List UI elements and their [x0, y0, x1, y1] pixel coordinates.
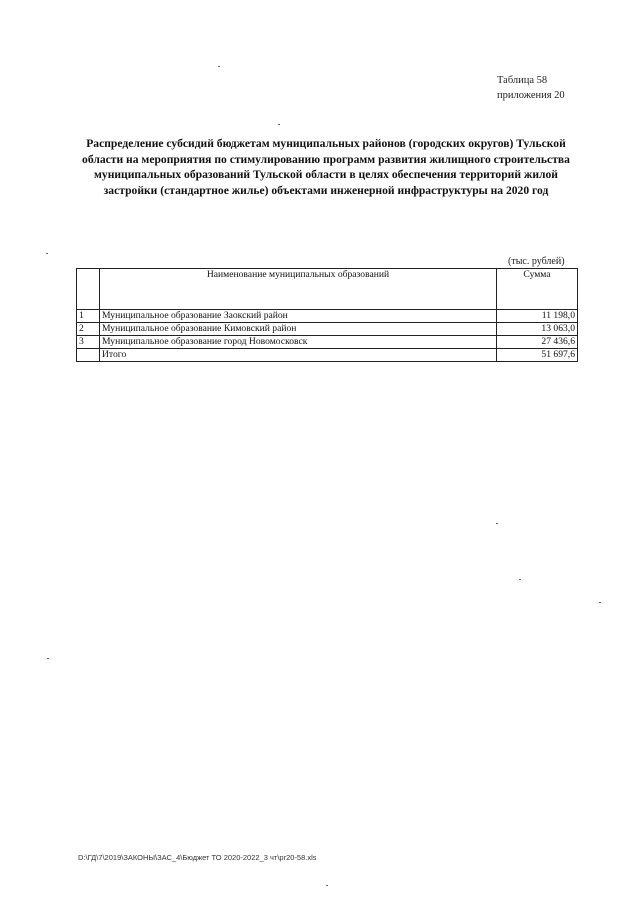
units-label: (тыс. рублей): [508, 256, 565, 267]
row-number: 3: [77, 336, 100, 349]
appendix-label: приложения 20: [497, 90, 565, 101]
column-header-sum: Сумма: [497, 269, 578, 310]
file-path-footer: D:\ГД\7\2019\ЗАКОНЫ\ЗАС_4\Бюджет ТО 2020-2022_3 чт\pr20-58.xls: [78, 853, 317, 862]
table-label: Таблица 58: [497, 75, 548, 86]
scan-speck: [46, 253, 48, 254]
scan-speck: [599, 602, 601, 603]
subsidy-table: [76, 268, 578, 362]
document-title: Распределение субсидий бюджетам муниципальных районов (городских округов) Тульской области на мероприятия по стимулированию программ развития жилищного строительства муниципальных образований Тульской области в целях обеспечения территорий жилой застройки (стандартное жилье) объектами инженерной инфраструктуры на 2020 год: [82, 137, 570, 197]
column-header-name: Наименование муниципальных образований: [100, 269, 497, 310]
total-number: [77, 349, 100, 362]
table-reference: [497, 73, 565, 103]
row-sum: 11 198,0: [497, 310, 578, 323]
scan-speck: [326, 885, 328, 886]
row-number: 2: [77, 323, 100, 336]
scan-speck: [47, 658, 49, 659]
table-header-row: [77, 269, 578, 310]
row-sum: 13 063,0: [497, 323, 578, 336]
scan-speck: [218, 66, 220, 67]
scan-speck: [278, 124, 280, 125]
row-number: 1: [77, 310, 100, 323]
table-row: [77, 323, 578, 336]
scan-speck: [519, 579, 521, 580]
total-row: [77, 349, 578, 362]
row-name: Муниципальное образование Кимовский район: [100, 323, 497, 336]
row-name: Муниципальное образование Заокский район: [100, 310, 497, 323]
table-row: [77, 336, 578, 349]
row-sum: 27 436,6: [497, 336, 578, 349]
scan-speck: [496, 523, 498, 524]
column-header-num: [77, 269, 100, 310]
row-name: Муниципальное образование город Новомосковск: [100, 336, 497, 349]
total-sum: 51 697,6: [497, 349, 578, 362]
total-label: Итого: [100, 349, 497, 362]
table-row: [77, 310, 578, 323]
